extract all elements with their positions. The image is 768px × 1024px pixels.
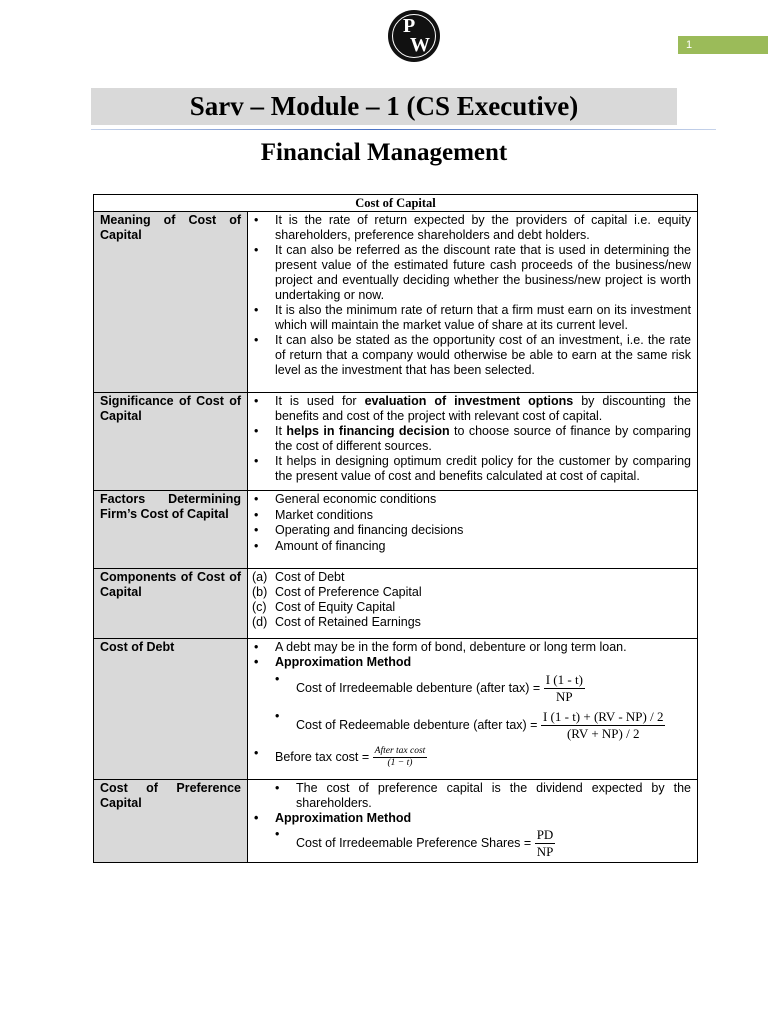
bullet-item: • Approximation Method bbox=[252, 655, 691, 670]
table-row-meaning bbox=[94, 212, 698, 393]
bullet-item: • General economic conditions bbox=[252, 492, 691, 508]
row-label-cost-of-debt: Cost of Debt bbox=[94, 639, 248, 780]
row-content-components bbox=[248, 569, 698, 639]
bullet-item: • It can also be referred as the discount rate that is used in determining the present value of the estimated future cash proceeds of the business/new project and eventually deciding whether the business/new project is worth undertaking or now. bbox=[252, 243, 691, 303]
bullet-emphasis: evaluation of investment options bbox=[364, 394, 574, 408]
bullet-item: • It is the rate of return expected by the providers of capital i.e. equity shareholders, preference shareholders and debt holders. bbox=[252, 213, 691, 243]
cost-of-capital-table bbox=[93, 194, 698, 863]
bullet-item: • It is also the minimum rate of return that a firm must earn on its investment which will maintain the market value of share at its current level. bbox=[252, 303, 691, 333]
list-item bbox=[252, 615, 691, 630]
list-text: Cost of Debt bbox=[275, 570, 345, 584]
bullet-text: to choose source of finance by comparing the cost of different sources. bbox=[275, 424, 692, 453]
page-number: 1 bbox=[686, 39, 693, 51]
row-label-meaning: Meaning of Cost of Capital bbox=[94, 212, 248, 393]
list-item bbox=[252, 570, 691, 585]
bullet-item: • It helps in designing optimum credit policy for the customer by comparing the present value of cost and benefits calculated at cost of capital. bbox=[252, 454, 691, 484]
bullet-item: • The cost of preference capital is the dividend expected by the shareholders. bbox=[252, 781, 691, 811]
table-title-row bbox=[94, 195, 698, 212]
table-row-factors bbox=[94, 491, 698, 569]
fraction-numerator: I (1 - t) + (RV - NP) / 2 bbox=[542, 709, 664, 724]
formula-fraction bbox=[544, 672, 585, 705]
bullet-item bbox=[252, 424, 691, 454]
list-text: Cost of Preference Capital bbox=[275, 585, 422, 599]
formula-fraction bbox=[541, 709, 666, 742]
fraction-denominator: (1 − t) bbox=[387, 758, 413, 768]
bullet-item: • Market conditions bbox=[252, 508, 691, 524]
row-label-significance: Significance of Cost of Capital bbox=[94, 393, 248, 491]
table-row-significance bbox=[94, 393, 698, 491]
bullet-item: • A debt may be in the form of bond, debenture or long term loan. bbox=[252, 640, 691, 655]
logo-letter-p: P bbox=[403, 15, 416, 37]
subject-heading: Financial Management bbox=[260, 139, 508, 166]
formula-before-tax-cost bbox=[252, 746, 691, 769]
bullet-text: It bbox=[275, 424, 287, 438]
table-row-preference-capital bbox=[94, 780, 698, 863]
list-marker: (b) bbox=[252, 585, 268, 599]
header-divider bbox=[91, 129, 716, 130]
formula-label: Cost of Redeemable debenture (after tax) = bbox=[296, 717, 538, 732]
row-content-preference-capital bbox=[248, 780, 698, 863]
list-text: Cost of Equity Capital bbox=[275, 600, 396, 614]
list-text: Cost of Retained Earnings bbox=[275, 615, 421, 629]
module-title-bar bbox=[91, 88, 677, 125]
pw-logo bbox=[388, 10, 440, 62]
formula-fraction bbox=[373, 746, 428, 769]
bullet-item: • Operating and financing decisions bbox=[252, 523, 691, 539]
bullet-text: It is used for bbox=[275, 394, 365, 408]
fraction-denominator: (RV + NP) / 2 bbox=[566, 726, 640, 741]
row-label-preference-capital: Cost of Preference Capital bbox=[94, 780, 248, 863]
list-item bbox=[252, 600, 691, 615]
row-content-cost-of-debt bbox=[248, 639, 698, 780]
bullet-item: • Amount of financing bbox=[252, 539, 691, 555]
formula-redeemable-debenture bbox=[252, 709, 691, 742]
row-content-significance bbox=[248, 393, 698, 491]
formula-label: Before tax cost = bbox=[275, 749, 370, 764]
bullet-text: by discounting the benefits and cost of the project with relevant cost of capital. bbox=[275, 394, 691, 423]
list-marker: (d) bbox=[252, 615, 268, 629]
fraction-numerator: After tax cost bbox=[374, 746, 426, 756]
table-row-components bbox=[94, 569, 698, 639]
table-title: Cost of Capital bbox=[94, 195, 698, 212]
logo-letter-w: W bbox=[410, 34, 430, 56]
list-marker: (a) bbox=[252, 570, 268, 584]
formula-label: Cost of Irredeemable debenture (after tax) = bbox=[296, 680, 541, 695]
formula-label: Cost of Irredeemable Preference Shares = bbox=[296, 835, 532, 850]
row-content-factors bbox=[248, 491, 698, 569]
formula-fraction bbox=[535, 827, 556, 860]
formula-irredeemable-preference bbox=[252, 827, 691, 860]
row-content-meaning bbox=[248, 212, 698, 393]
table-row-cost-of-debt bbox=[94, 639, 698, 780]
list-marker: (c) bbox=[252, 600, 267, 614]
module-title: Sarv – Module – 1 (CS Executive) bbox=[189, 91, 579, 121]
bullet-item bbox=[252, 394, 691, 424]
fraction-denominator: NP bbox=[556, 689, 573, 704]
row-label-factors: Factors Determining Firm’s Cost of Capital bbox=[94, 491, 248, 569]
row-label-components: Components of Cost of Capital bbox=[94, 569, 248, 639]
bullet-emphasis: helps in financing decision bbox=[286, 424, 450, 438]
fraction-denominator: NP bbox=[536, 844, 554, 859]
page-number-tab bbox=[678, 36, 768, 54]
list-item bbox=[252, 585, 691, 600]
formula-irredeemable-debenture bbox=[252, 672, 691, 705]
bullet-item: • Approximation Method bbox=[252, 811, 691, 826]
fraction-numerator: PD bbox=[536, 827, 554, 842]
fraction-numerator: I (1 - t) bbox=[545, 672, 583, 687]
bullet-item: • It can also be stated as the opportunity cost of an investment, i.e. the rate of return that a company would otherwise be able to earn at the same risk level as the investment that has been selected. bbox=[252, 333, 691, 378]
